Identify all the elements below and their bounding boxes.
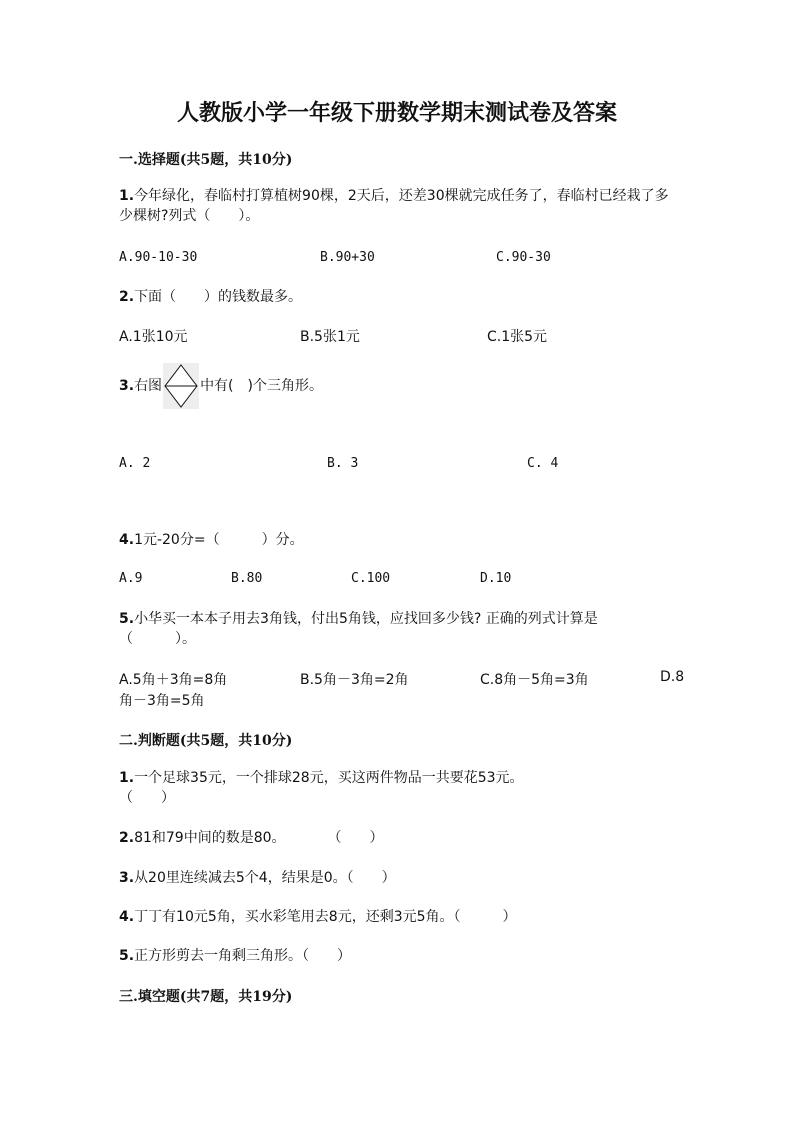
- section-heading-judgement: 二.判断题(共5题，共10分): [119, 733, 293, 749]
- option-d-continued: 角－3角=5角: [119, 693, 205, 709]
- question-number: 1.: [119, 188, 135, 204]
- question-3: [119, 363, 679, 409]
- section-heading-choice: 一.选择题(共5题，共10分): [119, 152, 293, 168]
- option-b: B. 3: [327, 456, 359, 471]
- option-c: C.8角－5角=3角: [480, 672, 589, 688]
- option-a: A. 2: [119, 456, 151, 471]
- option-d: D.8: [660, 669, 685, 685]
- option-a: A.5角＋3角=8角: [119, 672, 228, 688]
- question-number: 3.: [119, 870, 135, 886]
- page-title: 人教版小学一年级下册数学期末测试卷及答案: [176, 100, 617, 126]
- question-number: 5.: [119, 948, 135, 964]
- option-a: A.9: [119, 571, 143, 586]
- judgement-5: [119, 946, 679, 966]
- question-text: 下面（ ）的钱数最多。: [134, 289, 303, 305]
- option-b: B.90+30: [320, 250, 375, 265]
- judgement-4: [119, 907, 679, 927]
- judgement-1: [119, 768, 679, 808]
- question-text: 一个足球35元，一个排球28元，买这两件物品一共要花53元。: [134, 770, 524, 786]
- judgement-2: [119, 828, 679, 848]
- question-2: [119, 287, 679, 307]
- option-b: B.5张1元: [300, 329, 360, 345]
- option-a: A.1张10元: [119, 329, 188, 345]
- question-text-after: 中有( )个三角形。: [200, 378, 323, 394]
- rhombus-with-diagonal-icon: [163, 363, 199, 409]
- section-heading-fill-in: 三.填空题(共7题，共19分): [119, 989, 293, 1005]
- question-number: 4.: [119, 909, 135, 925]
- question-text: 1元-20分=（ ）分。: [134, 532, 304, 548]
- option-d: D.10: [480, 571, 512, 586]
- question-text: 正方形剪去一角剩三角形。（ ）: [134, 948, 352, 964]
- question-number: 5.: [119, 611, 135, 627]
- option-c: C. 4: [527, 456, 559, 471]
- option-a: A.90-10-30: [119, 250, 198, 265]
- question-text-before: 右图: [134, 378, 163, 394]
- option-b: B.5角－3角=2角: [300, 672, 409, 688]
- question-text: 小华买一本本子用去3角钱，付出5角钱，应找回多少钱? 正确的列式计算是（ ）。: [119, 611, 598, 647]
- question-number: 4.: [119, 532, 135, 548]
- option-b: B.80: [231, 571, 263, 586]
- judgement-3: [119, 868, 679, 888]
- option-c: C.90-30: [496, 250, 551, 265]
- question-number: 1.: [119, 770, 135, 786]
- question-text: 丁丁有10元5角，买水彩笔用去8元，还剩3元5角。（ ）: [134, 909, 517, 925]
- question-number: 2.: [119, 289, 135, 305]
- question-1: [119, 186, 679, 226]
- question-text: 81和79中间的数是80。 （ ）: [134, 830, 384, 846]
- question-4: [119, 530, 679, 550]
- option-c: C.1张5元: [487, 329, 548, 345]
- question-5: [119, 609, 667, 649]
- question-text: 今年绿化，春临村打算植树90棵，2天后，还差30棵就完成任务了，春临村已经栽了多少棵树?列式（ ）。: [119, 188, 669, 224]
- answer-bracket: （ ）: [119, 790, 175, 806]
- question-number: 2.: [119, 830, 135, 846]
- option-c: C.100: [351, 571, 391, 586]
- question-number: 3.: [119, 378, 135, 394]
- question-text: 从20里连续减去5个4，结果是0。（ ）: [134, 870, 396, 886]
